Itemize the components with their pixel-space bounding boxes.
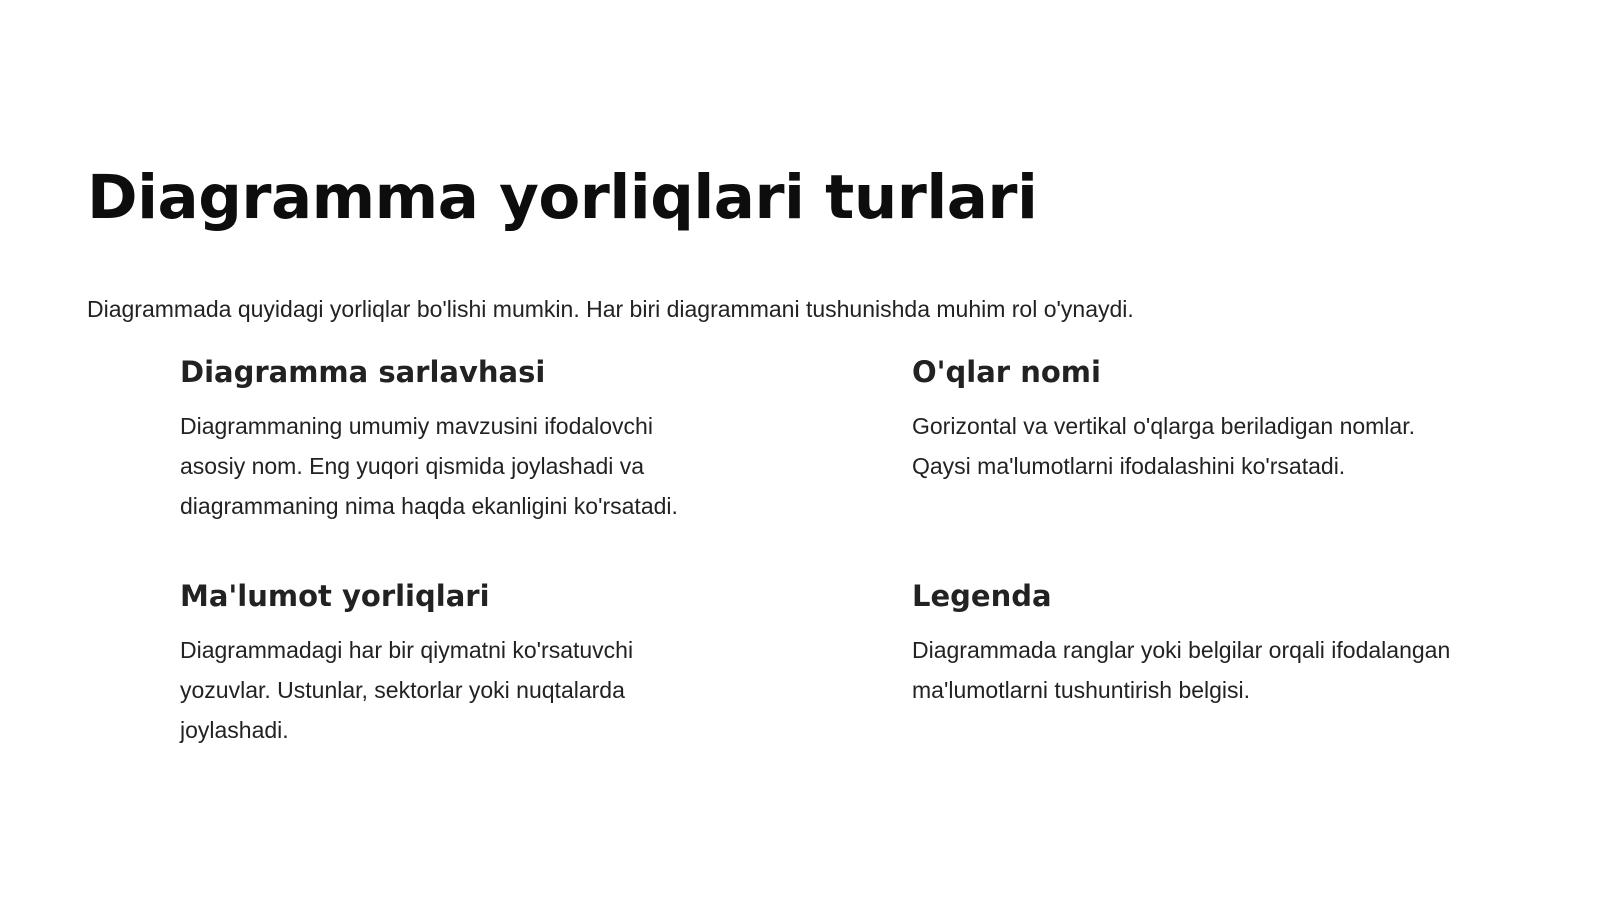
card-description-line: joylashadi. [180,717,289,743]
card-description-line: Diagrammada ranglar yoki belgilar orqali ifodalangan [912,637,1451,663]
card-description [180,406,800,526]
card-axis-titles [912,350,1532,486]
card-description-line: yozuvlar. Ustunlar, sektorlar yoki nuqtalarda [180,677,625,703]
card-heading: Diagramma sarlavhasi [180,355,546,389]
card-chart-title [180,350,800,526]
card-legend [912,574,1532,710]
card-heading: Legenda [912,579,1052,613]
card-description-line: Diagrammaning umumiy mavzusini ifodalovchi [180,413,653,439]
card-description-line: diagrammaning nima haqda ekanligini ko'rsatadi. [180,493,678,519]
card-description-line: Diagrammadagi har bir qiymatni ko'rsatuvchi [180,637,634,663]
card-description-line: Gorizontal va vertikal o'qlarga beriladigan nomlar. [912,413,1415,439]
card-description [912,406,1552,486]
intro-text: Diagrammada quyidagi yorliqlar bo'lishi mumkin. Har biri diagrammani tushunishda muhim rol o'ynaydi. [87,296,1134,322]
card-heading: Ma'lumot yorliqlari [180,579,490,613]
card-heading: O'qlar nomi [912,355,1101,389]
card-description [912,630,1552,710]
slide-title: Diagramma yorliqlari turlari [87,162,1038,233]
card-description-line: ma'lumotlarni tushuntirish belgisi. [912,677,1251,703]
card-description-line: asosiy nom. Eng yuqori qismida joylashadi va [180,453,645,479]
card-description [180,630,800,750]
card-data-labels [180,574,800,750]
card-description-line: Qaysi ma'lumotlarni ifodalashini ko'rsatadi. [912,453,1346,479]
